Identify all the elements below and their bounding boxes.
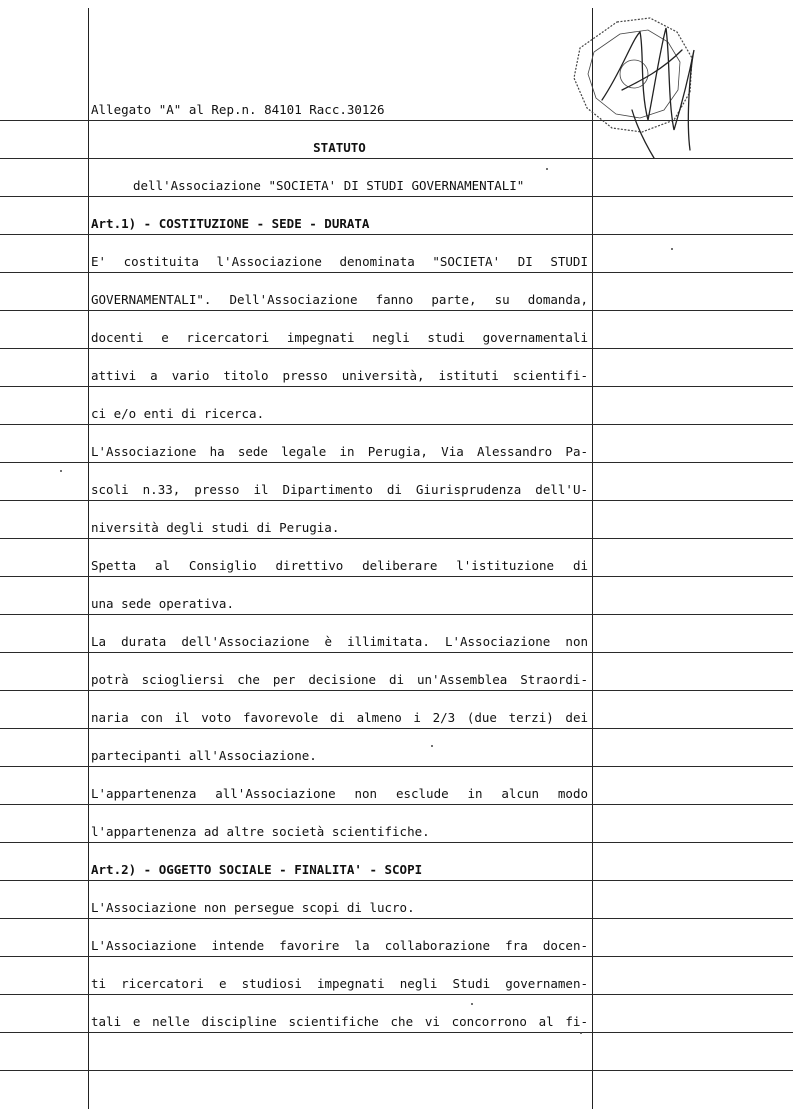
ruled-line	[0, 196, 793, 197]
scan-speck	[471, 1003, 473, 1005]
body-line: L'Associazione intende favorire la collaborazione fra docen-	[91, 938, 588, 953]
article-heading: Art.2) - OGGETTO SOCIALE - FINALITA' - SCOPI	[91, 862, 423, 877]
document-subtitle: dell'Associazione "SOCIETA' DI STUDI GOVERNAMENTALI"	[133, 178, 525, 193]
body-line: attivi a vario titolo presso università, istituti scientifi-	[91, 368, 588, 383]
scan-speck	[546, 168, 548, 170]
scan-speck	[580, 1032, 582, 1034]
ruled-line	[0, 500, 793, 501]
ruled-line	[0, 234, 793, 235]
body-line: L'Associazione non persegue scopi di lucro.	[91, 900, 415, 915]
body-line: L'appartenenza all'Associazione non esclude in alcun modo	[91, 786, 588, 801]
scan-speck	[60, 470, 62, 472]
article-heading: Art.1) - COSTITUZIONE - SEDE - DURATA	[91, 216, 370, 231]
scan-speck	[671, 248, 673, 250]
ruled-line	[0, 424, 793, 425]
body-line: l'appartenenza ad altre società scientifiche.	[91, 824, 430, 839]
body-line: ci e/o enti di ricerca.	[91, 406, 265, 421]
ruled-line	[0, 386, 793, 387]
ruled-line	[0, 1032, 793, 1033]
body-line: potrà sciogliersi che per decisione di un'Assemblea Straordi-	[91, 672, 588, 687]
body-line: E' costituita l'Associazione denominata "SOCIETA' DI STUDI	[91, 254, 588, 269]
body-line: tali e nelle discipline scientifiche che vi concorrono al fi-	[91, 1014, 588, 1029]
ruled-line	[0, 728, 793, 729]
ruled-line	[0, 690, 793, 691]
ruled-line	[0, 842, 793, 843]
document-title: STATUTO	[313, 140, 366, 155]
ruled-line	[0, 880, 793, 881]
ruled-line	[0, 272, 793, 273]
ruled-line	[0, 348, 793, 349]
body-line: scoli n.33, presso il Dipartimento di Giurisprudenza dell'U-	[91, 482, 588, 497]
body-line: una sede operativa.	[91, 596, 234, 611]
body-line: GOVERNAMENTALI". Dell'Associazione fanno parte, su domanda,	[91, 292, 588, 307]
right-margin-line	[592, 8, 593, 1109]
ruled-line	[0, 918, 793, 919]
body-line: Spetta al Consiglio direttivo deliberare l'istituzione di	[91, 558, 588, 573]
body-line: L'Associazione ha sede legale in Perugia, Via Alessandro Pa-	[91, 444, 588, 459]
ruled-line	[0, 462, 793, 463]
ruled-line	[0, 614, 793, 615]
ruled-line	[0, 652, 793, 653]
ruled-line	[0, 310, 793, 311]
body-line: docenti e ricercatori impegnati negli studi governamentali	[91, 330, 588, 345]
body-line: niversità degli studi di Perugia.	[91, 520, 340, 535]
body-line: naria con il voto favorevole di almeno i 2/3 (due terzi) dei	[91, 710, 588, 725]
ruled-line	[0, 1070, 793, 1071]
ruled-line	[0, 576, 793, 577]
ruled-line	[0, 994, 793, 995]
document-header: Allegato "A" al Rep.n. 84101 Racc.30126	[91, 102, 385, 117]
ruled-line	[0, 804, 793, 805]
ruled-line	[0, 538, 793, 539]
left-margin-line	[88, 8, 89, 1109]
body-line: partecipanti all'Associazione.	[91, 748, 317, 763]
body-line: La durata dell'Associazione è illimitata. L'Associazione non	[91, 634, 588, 649]
body-line: ti ricercatori e studiosi impegnati negli Studi governamen-	[91, 976, 588, 991]
ruled-line	[0, 956, 793, 957]
ruled-line	[0, 766, 793, 767]
